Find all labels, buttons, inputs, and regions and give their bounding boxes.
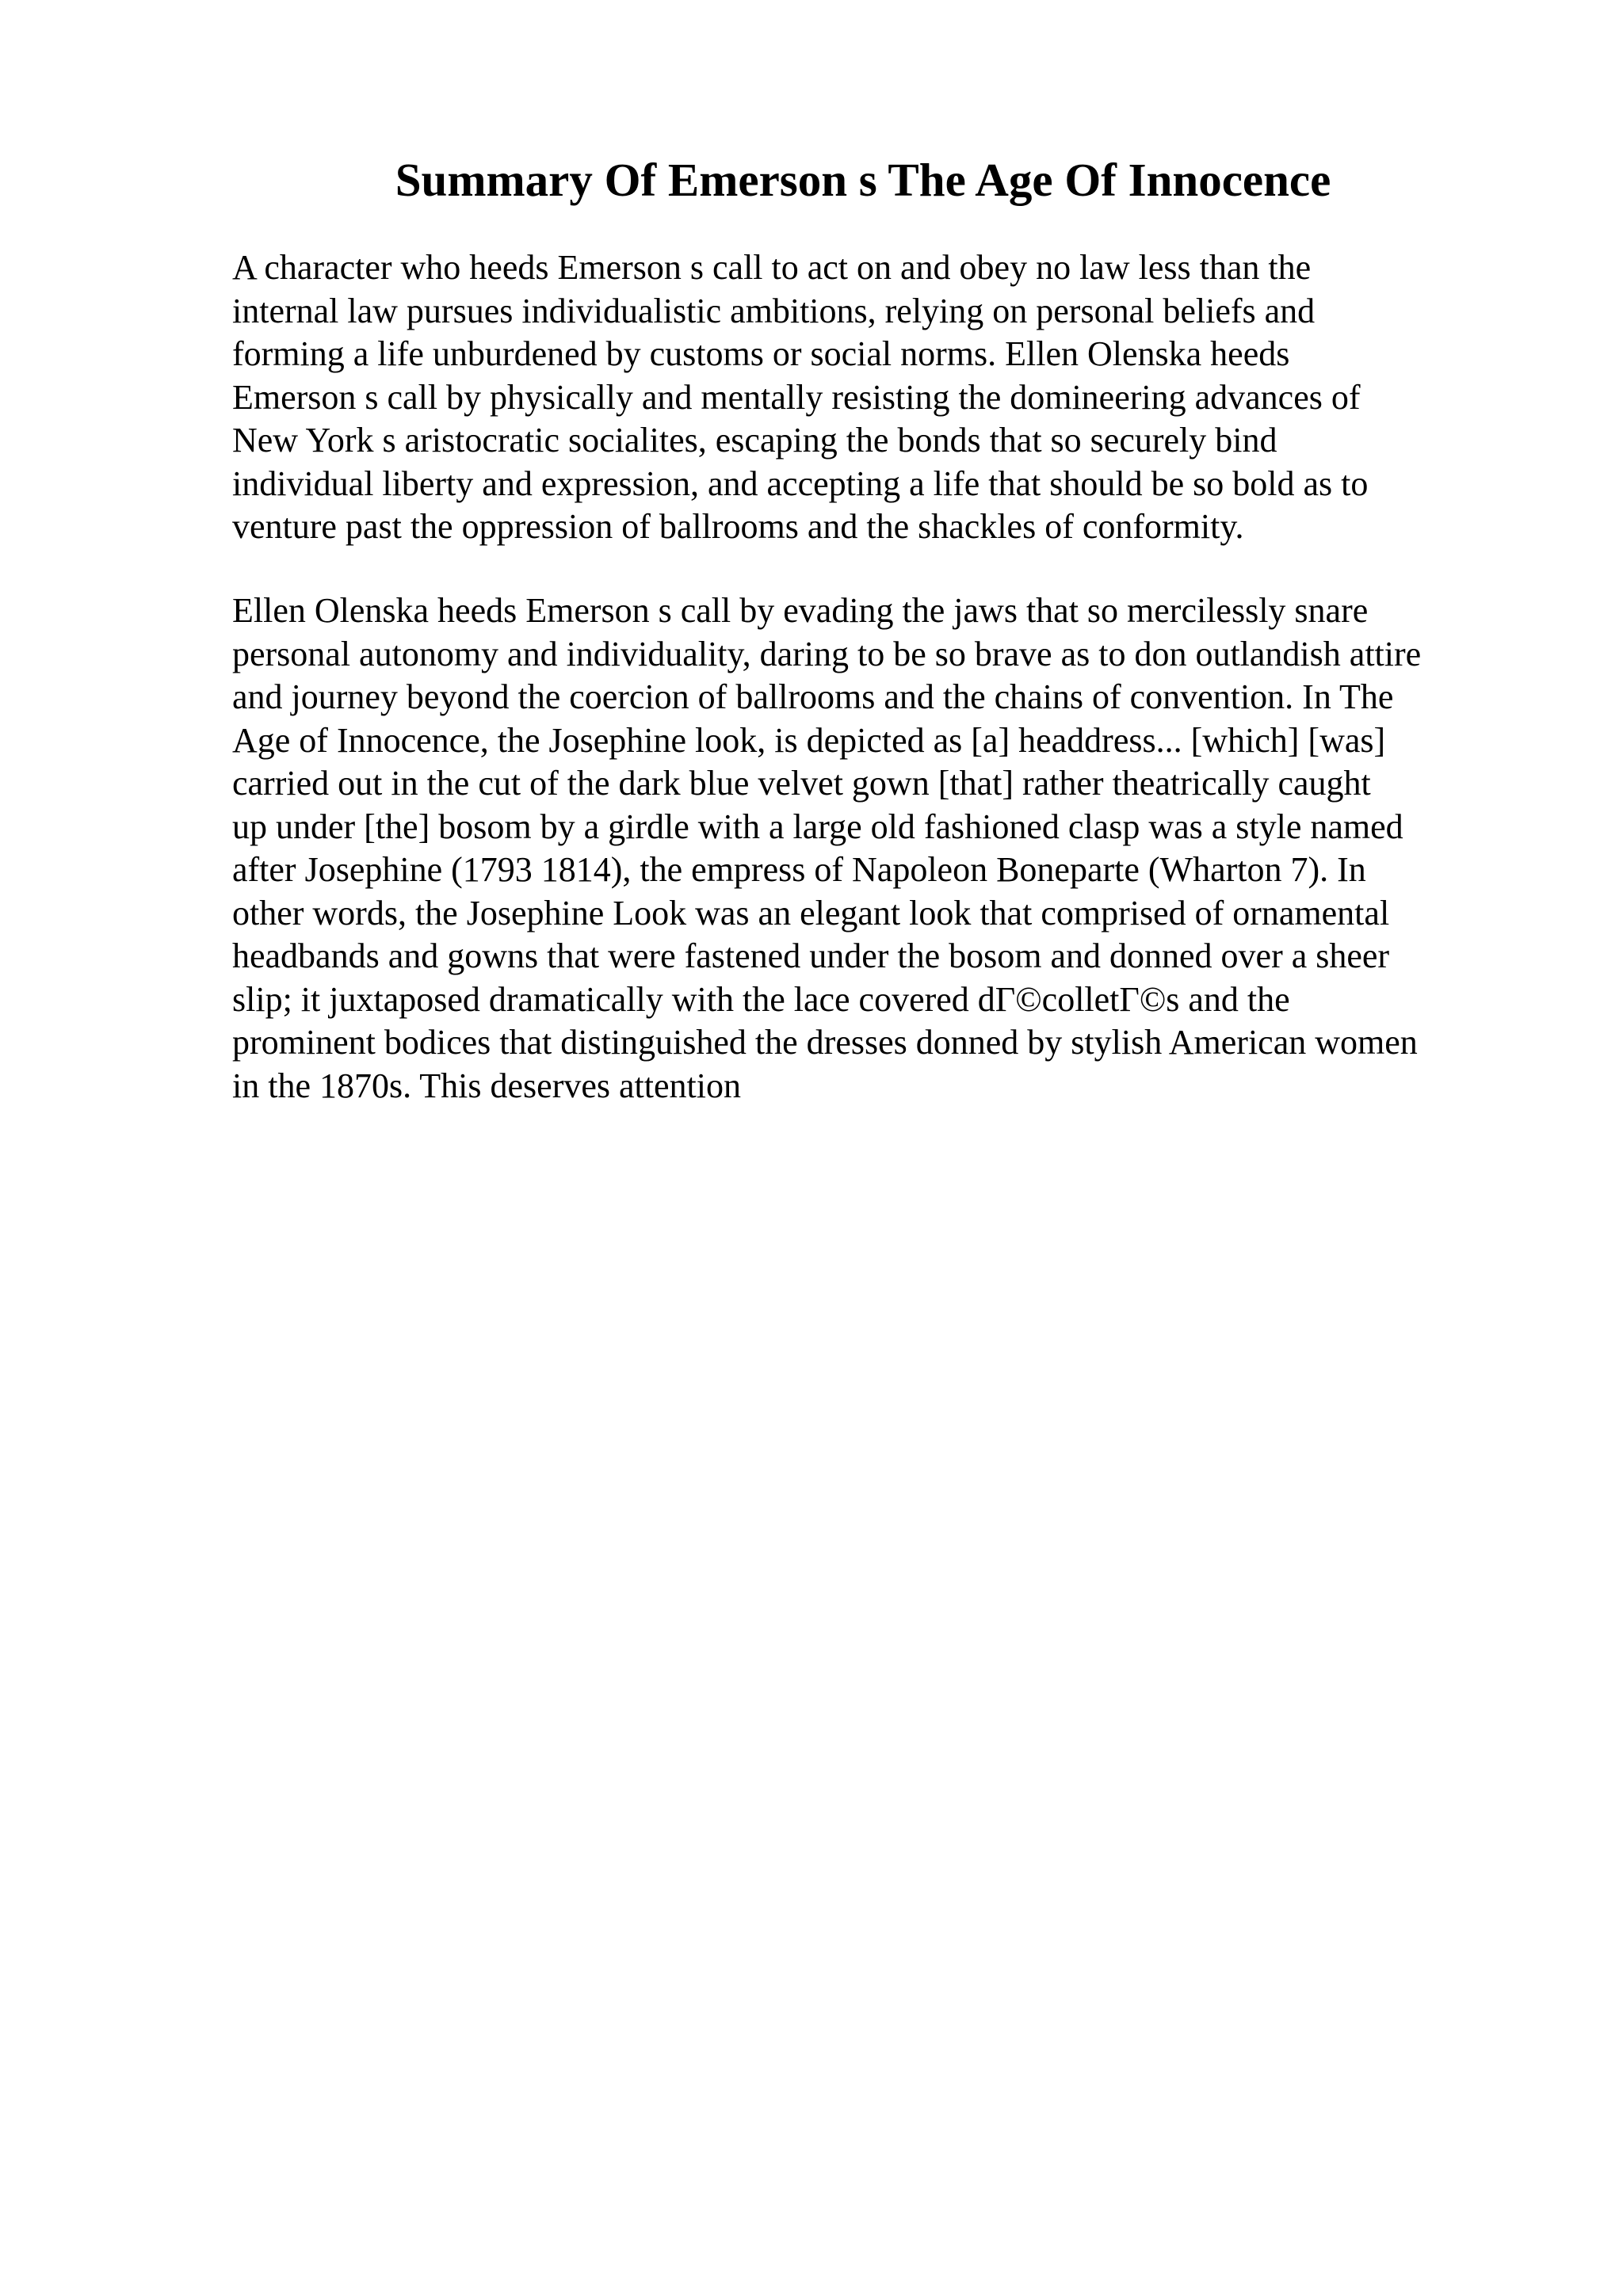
paragraph-line: venture past the oppression of ballrooms and the shackles of conformity. xyxy=(232,507,1244,546)
paragraph-line: up under [the] bosom by a girdle with a large old fashioned clasp was a style named xyxy=(232,807,1403,846)
paragraph-line: Age of Innocence, the Josephine look, is depicted as [a] headdress... [which] [was] xyxy=(232,720,1386,760)
paragraph-line: and journey beyond the coercion of ballrooms and the chains of convention. In The xyxy=(232,677,1394,716)
paragraph-line: headbands and gowns that were fastened under the bosom and donned over a sheer xyxy=(232,936,1390,975)
paragraph-2 xyxy=(232,589,1532,1108)
paragraph-line: other words, the Josephine Look was an elegant look that comprised of ornamental xyxy=(232,893,1390,933)
paragraph-line: forming a life unburdened by customs or social norms. Ellen Olenska heeds xyxy=(232,334,1290,373)
paragraph-line: Ellen Olenska heeds Emerson s call by evading the jaws that so mercilessly snare xyxy=(232,591,1369,630)
paragraph-line: carried out in the cut of the dark blue velvet gown [that] rather theatrically caught xyxy=(232,764,1371,803)
document-title: Summary Of Emerson s The Age Of Innocence xyxy=(395,154,1331,206)
paragraph-line: New York s aristocratic socialites, escaping the bonds that so securely bind xyxy=(232,421,1277,460)
paragraph-line: A character who heeds Emerson s call to act on and obey no law less than the xyxy=(232,248,1312,287)
paragraph-1 xyxy=(232,246,1532,549)
paragraph-line: prominent bodices that distinguished the dresses donned by stylish American women xyxy=(232,1023,1418,1062)
paragraph-line: internal law pursues individualistic ambitions, relying on personal beliefs and xyxy=(232,291,1316,330)
paragraph-line: slip; it juxtaposed dramatically with the lace covered dГ©colletГ©s and the xyxy=(232,979,1290,1019)
paragraph-line: in the 1870s. This deserves attention xyxy=(232,1066,741,1105)
paragraph-line: Emerson s call by physically and mentally resisting the domineering advances of xyxy=(232,377,1361,417)
paragraph-line: individual liberty and expression, and accepting a life that should be so bold as to xyxy=(232,463,1369,503)
paragraph-line: after Josephine (1793 1814), the empress of Napoleon Boneparte (Wharton 7). In xyxy=(232,850,1366,889)
paragraph-line: personal autonomy and individuality, daring to be so brave as to don outlandish attire xyxy=(232,634,1422,673)
